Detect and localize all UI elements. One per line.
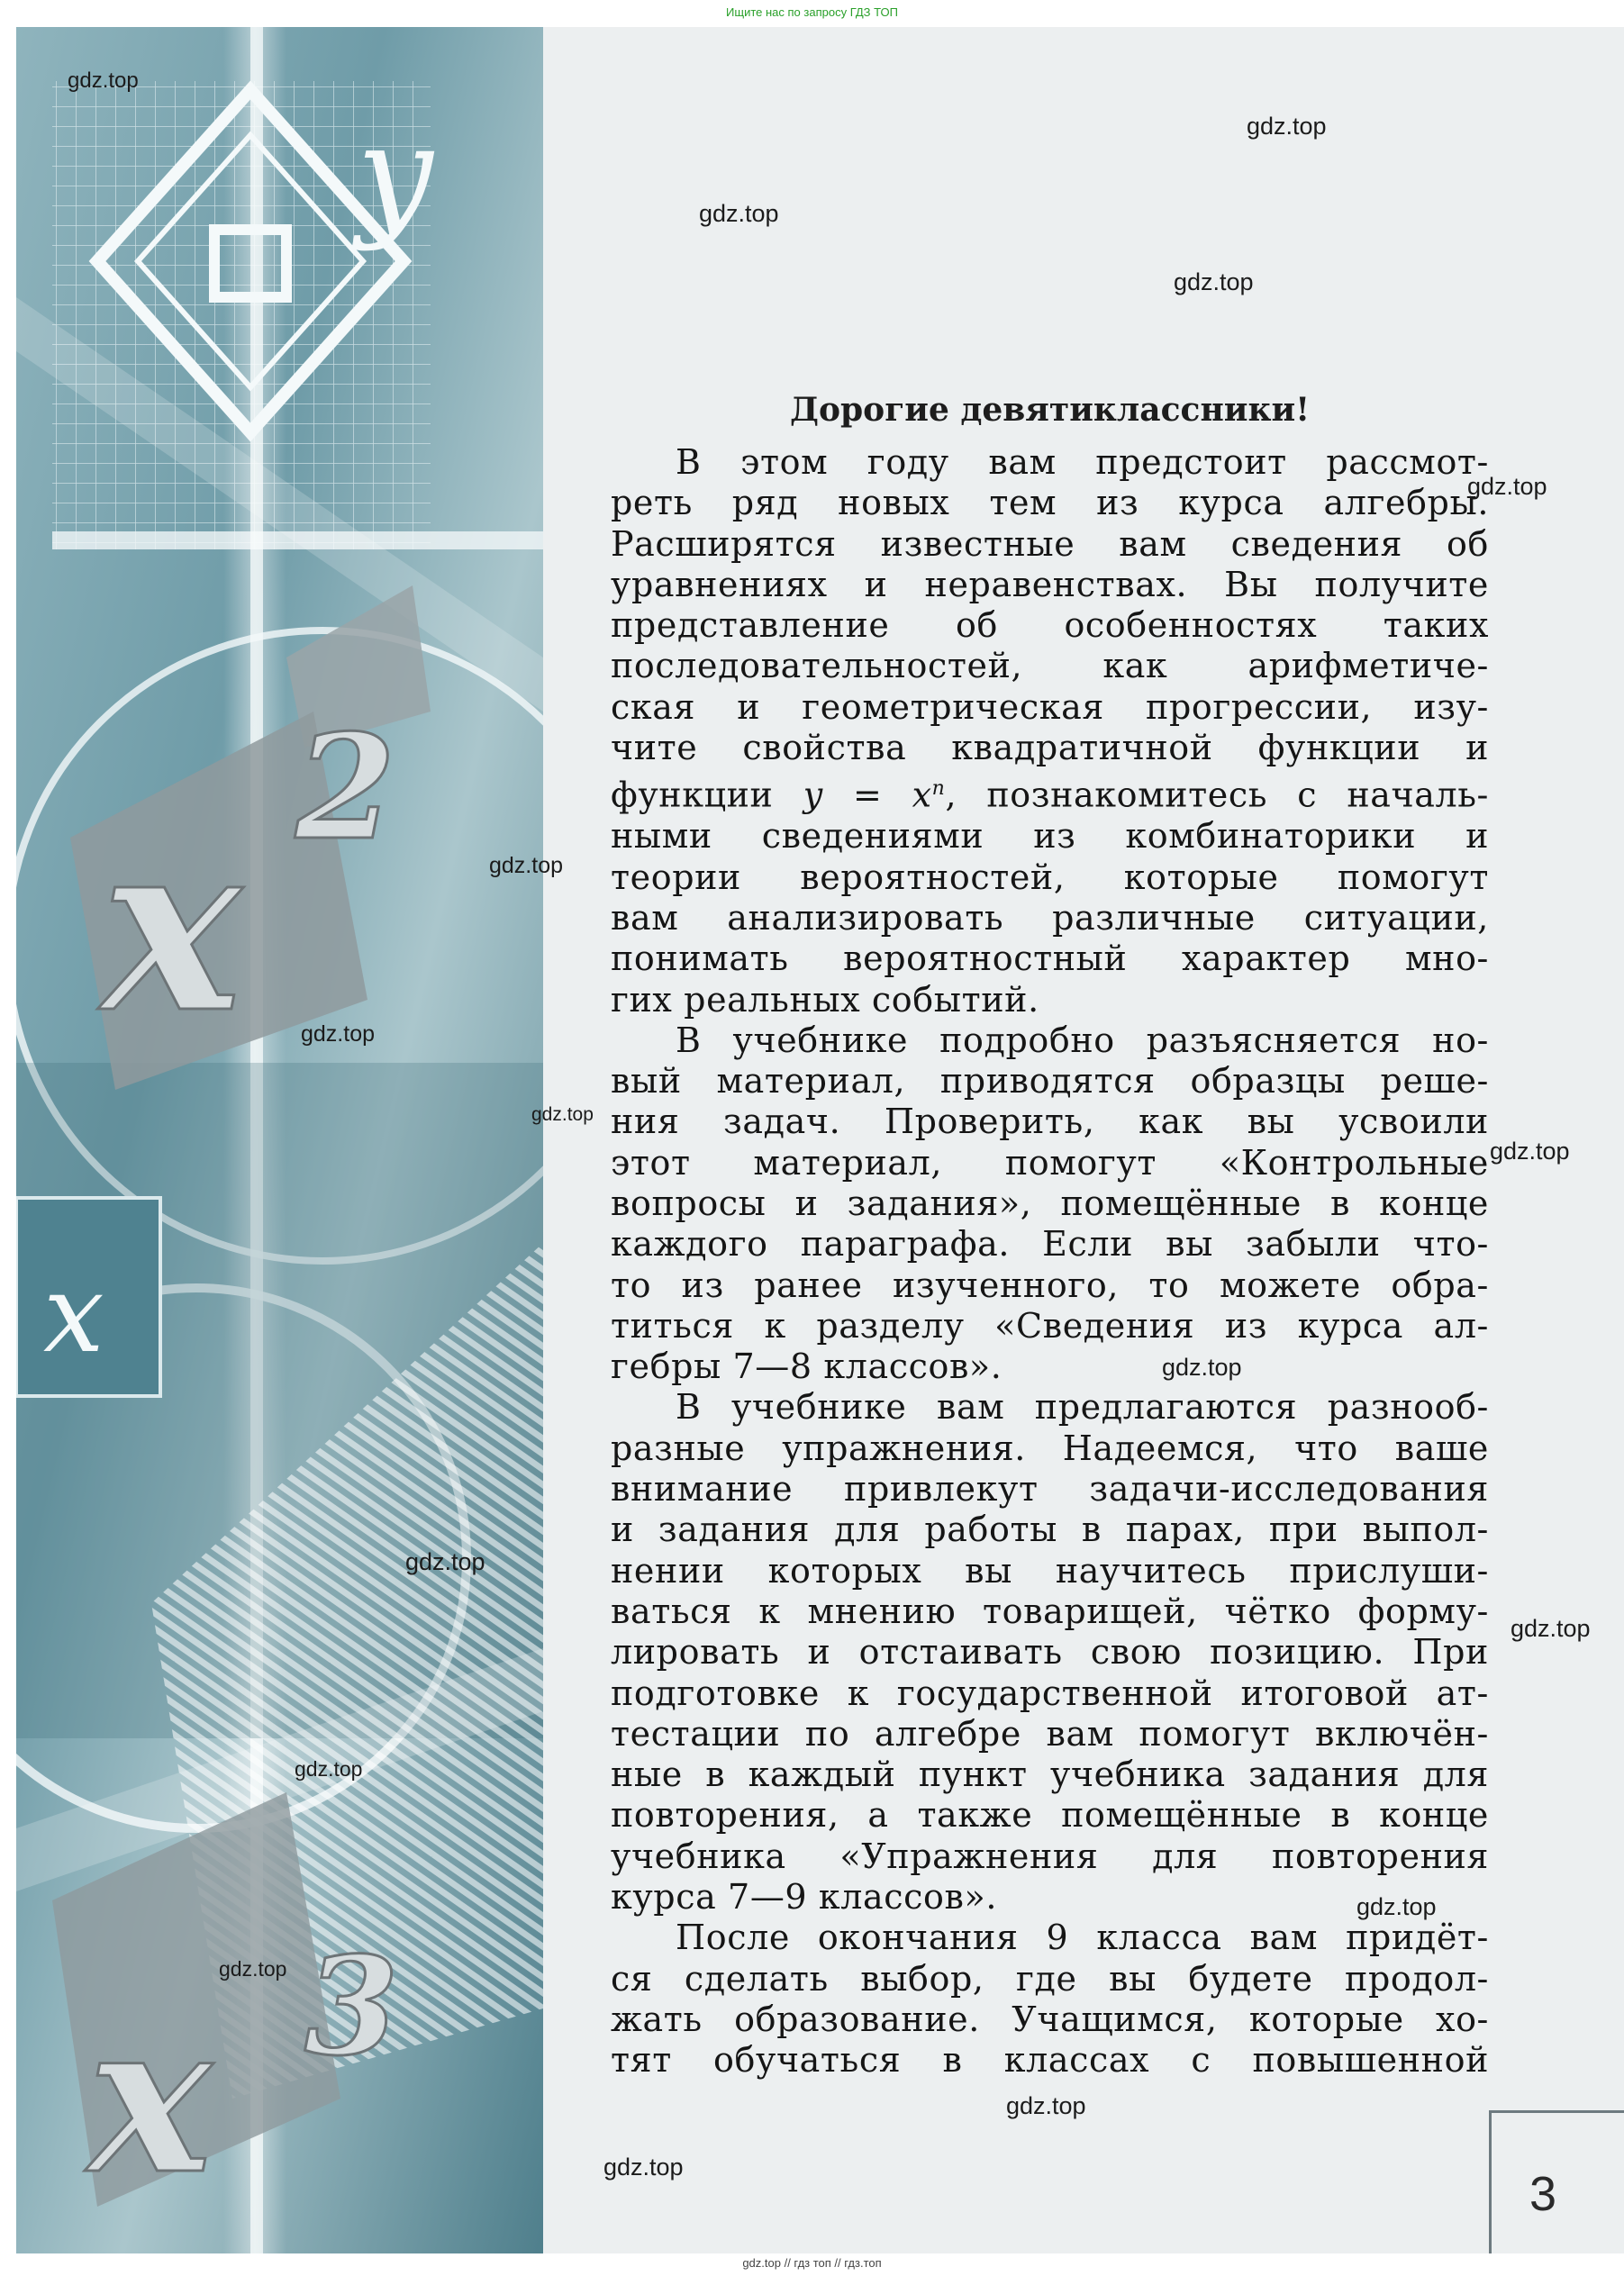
formula-base-x: x	[912, 775, 932, 816]
top-banner: Ищите нас по запросу ГДЗ ТОП	[726, 5, 898, 19]
watermark: gdz.top	[1490, 1138, 1570, 1165]
bottom-banner: gdz.top // гдз топ // гдз.топ	[742, 2256, 882, 2270]
text-line: каждого параграфа. Если вы забыли что-	[611, 1224, 1489, 1265]
text-line: Расширятся известные вам сведения об	[611, 523, 1489, 564]
watermark: gdz.top	[489, 853, 564, 878]
watermark: gdz.top	[603, 2154, 684, 2181]
page-title: Дорогие девятиклассники!	[789, 391, 1311, 429]
text-line: После окончания 9 класса вам придёт-	[676, 1918, 1489, 1958]
text-line: В учебнике вам предлагаются разнооб-	[676, 1387, 1489, 1428]
letter-y: y	[357, 96, 433, 253]
watermark: gdz.top	[301, 1021, 376, 1047]
watermark: gdz.top	[1006, 2092, 1086, 2119]
text-line: ся сделать выбор, где вы будете продол-	[611, 1958, 1489, 1999]
text-line: последовательностей, как арифметиче-	[611, 646, 1489, 686]
text-line: вопросы и задания», помещённые в конце	[611, 1183, 1489, 1223]
paragraph-2	[611, 1020, 1489, 1388]
page-number: 3	[1529, 2167, 1557, 2221]
watermark: gdz.top	[531, 1104, 594, 1125]
watermark: gdz.top	[295, 1757, 363, 1781]
text-line: внимание привлекут задачи-исследования	[611, 1469, 1489, 1510]
letter-x: x	[43, 1252, 104, 1377]
text-line: ваться к мнению товарищей, чётко форму-	[611, 1591, 1489, 1631]
watermark: gdz.top	[405, 1548, 485, 1575]
formula-equals: =	[822, 775, 912, 816]
text-line: ными сведениями из комбинаторики и	[611, 816, 1489, 857]
watermark: gdz.top	[699, 200, 779, 227]
text-line: вый материал, приводятся образцы реше-	[611, 1061, 1489, 1102]
exponent-3: 3	[304, 1927, 399, 2086]
text-line: В учебнике подробно разъясняется но-	[676, 1020, 1489, 1060]
text-line: вам анализировать различные ситуации,	[611, 897, 1489, 938]
exponent-2: 2	[295, 703, 396, 872]
letter-x-squared: x	[102, 790, 242, 1065]
text-line: курса 7—9 классов».	[611, 1877, 997, 1918]
text-line: гебры 7—8 классов».	[611, 1347, 1003, 1387]
text-line: и задания для работы в парах, при выпол-	[611, 1510, 1489, 1550]
watermark: gdz.top	[1162, 1354, 1242, 1381]
watermark: gdz.top	[1467, 473, 1547, 500]
text-line: уравнениях и неравенствах. Вы получите	[611, 564, 1489, 604]
letter-x-cubed: x	[88, 1977, 213, 2220]
watermark: gdz.top	[219, 1957, 287, 1981]
math-collage-illustration	[16, 27, 543, 2253]
watermark: gdz.top	[1511, 1615, 1591, 1642]
watermark: gdz.top	[68, 68, 139, 93]
text-line: нении которых вы научитесь прислуши-	[611, 1550, 1489, 1591]
decorative-art-panel	[16, 27, 543, 2253]
text-line: повторения, а также помещённые в конце	[611, 1795, 1489, 1836]
formula-exponent-n: n	[931, 777, 946, 801]
text-line: теории вероятностей, которые помогут	[611, 857, 1489, 897]
formula-after: , познакомитесь с началь-	[945, 775, 1489, 816]
formula-line	[611, 768, 1489, 816]
formula-var-y: y	[803, 775, 823, 816]
text-line: чите свойства квадратичной функции и	[611, 728, 1489, 768]
text-line: реть ряд новых тем из курса алгебры.	[611, 483, 1489, 523]
text-line: тят обучаться в классах с повышенной	[611, 2040, 1489, 2081]
text-line: понимать вероятностный характер мно-	[611, 939, 1489, 979]
paragraph-4	[611, 1918, 1489, 2081]
text-line: ния задач. Проверить, как вы усвоили	[611, 1102, 1489, 1142]
paragraph-1	[611, 442, 1489, 1020]
text-line: этот материал, помогут «Контрольные	[611, 1142, 1489, 1183]
watermark: gdz.top	[1174, 268, 1254, 295]
text-line: представление об особенностях таких	[611, 605, 1489, 646]
text-line: титься к разделу «Сведения из курса ал-	[611, 1305, 1489, 1346]
paragraph-3	[611, 1387, 1489, 1918]
text-line: учебника «Упражнения для повторения	[611, 1836, 1489, 1876]
text-line: подготовке к государственной итоговой ат-	[611, 1673, 1489, 1713]
watermark: gdz.top	[1356, 1893, 1437, 1920]
text-line: В этом году вам предстоит рассмот-	[676, 442, 1489, 482]
watermark: gdz.top	[1247, 113, 1327, 140]
text-line: гих реальных событий.	[611, 979, 1039, 1020]
formula-before: функции	[611, 775, 803, 816]
main-text	[611, 383, 1489, 2081]
text-line: лировать и отстаивать свою позицию. При	[611, 1632, 1489, 1673]
text-line: ные в каждый пункт учебника задания для	[611, 1755, 1489, 1795]
text-line: ская и геометрическая прогрессии, изу-	[611, 686, 1489, 727]
text-line: тестации по алгебре вам помогут включён-	[611, 1713, 1489, 1754]
text-line: разные упражнения. Надеемся, что ваше	[611, 1428, 1489, 1468]
text-line: то из ранее изученного, то можете обра-	[611, 1265, 1489, 1305]
text-line: жать образование. Учащимся, которые хо-	[611, 1999, 1489, 2039]
